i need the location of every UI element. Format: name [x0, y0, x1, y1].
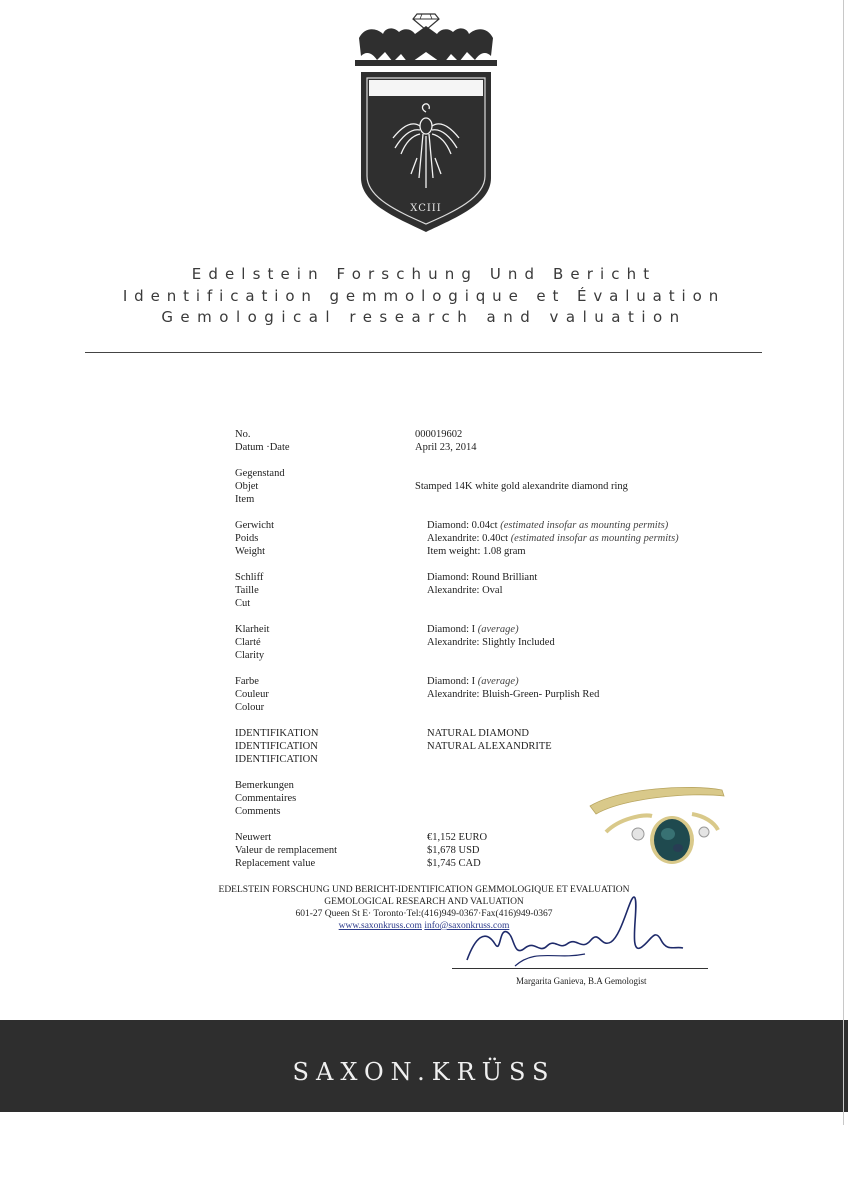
field-label: Taille: [235, 585, 259, 596]
field-identification: [235, 727, 755, 766]
crown-ornament: [355, 26, 497, 66]
heading-german: Edelstein Forschung Und Bericht: [191, 265, 657, 283]
field-label: Comments: [235, 806, 281, 817]
value-usd: $1,678 USD: [427, 845, 480, 856]
company-address: 601-27 Queen St E· Toronto·Tel:(416)949-0367·Fax(416)949-0367: [295, 909, 553, 919]
clarity-alexandrite: Alexandrite: Slightly Included: [427, 637, 555, 648]
field-label: Couleur: [235, 689, 269, 700]
field-label: IDENTIFICATION: [235, 754, 318, 765]
field-label: Commentaires: [235, 793, 297, 804]
field-label: Gegenstand: [235, 468, 285, 479]
field-label: IDENTIFICATION: [235, 741, 318, 752]
crest-numeral: XCIII: [410, 203, 442, 214]
field-label: Colour: [235, 702, 265, 713]
value-cad: $1,745 CAD: [427, 858, 481, 869]
field-label: Farbe: [235, 676, 259, 687]
header-divider: [85, 352, 762, 353]
heading-english: Gemological research and valuation: [161, 308, 687, 326]
field-label: No.: [235, 429, 251, 440]
clarity-diamond: Diamond: I (average): [427, 624, 519, 635]
field-label: Poids: [235, 533, 259, 544]
field-label: Weight: [235, 546, 266, 557]
company-info: [0, 884, 848, 932]
field-label: Bemerkungen: [235, 780, 294, 791]
field-colour: [235, 675, 755, 714]
heading-french: Identification gemmologique et Évaluation: [122, 287, 726, 305]
company-line-1: EDELSTEIN FORSCHUNG UND BERICHT-IDENTIFICATION GEMMOLOGIQUE ET EVALUATION: [218, 885, 630, 895]
field-label: Objet: [235, 481, 259, 492]
field-clarity: [235, 623, 755, 662]
company-line-2: GEMOLOGICAL RESEARCH AND VALUATION: [324, 897, 524, 907]
field-item: [235, 467, 755, 506]
field-label: Item: [235, 494, 255, 505]
field-label: Neuwert: [235, 832, 272, 843]
identification-diamond: NATURAL DIAMOND: [427, 728, 529, 739]
signature-line: [452, 968, 708, 969]
value-euro: €1,152 EURO: [427, 832, 488, 843]
certificate-number: 000019602: [415, 429, 463, 440]
field-label: Clarity: [235, 650, 265, 661]
colour-alexandrite: Alexandrite: Bluish-Green- Purplish Red: [427, 689, 600, 700]
ring-photo: [580, 778, 730, 878]
cut-diamond: Diamond: Round Brilliant: [427, 572, 538, 583]
website-link[interactable]: www.saxonkruss.com: [338, 921, 422, 931]
brand-name: SAXON.KRÜSS: [292, 1058, 556, 1086]
field-label: Valeur de remplacement: [235, 845, 338, 856]
weight-diamond: Diamond: 0.04ct (estimated insofar as mounting permits): [427, 520, 669, 531]
field-label: Cut: [235, 598, 251, 609]
cut-alexandrite: Alexandrite: Oval: [427, 585, 503, 596]
field-label: IDENTIFIKATION: [235, 728, 319, 739]
signer-name: Margarita Ganieva, B.A Gemologist: [516, 976, 647, 986]
field-label: Schliff: [235, 572, 264, 583]
field-label: Clarté: [235, 637, 261, 648]
email-link[interactable]: info@saxonkruss.com: [424, 921, 510, 931]
field-label: Datum ·Date: [235, 442, 290, 453]
colour-diamond: Diamond: I (average): [427, 676, 519, 687]
certificate-date: April 23, 2014: [415, 442, 477, 453]
page-edge: [843, 0, 844, 1125]
field-label: Replacement value: [235, 858, 316, 869]
field-weight: [235, 519, 755, 558]
signature: [455, 888, 695, 968]
identification-alexandrite: NATURAL ALEXANDRITE: [427, 741, 552, 752]
weight-item: Item weight: 1.08 gram: [427, 546, 526, 557]
field-number-date: [235, 428, 755, 454]
weight-alexandrite: Alexandrite: 0.40ct (estimated insofar as mounting permits): [427, 533, 679, 544]
item-description: Stamped 14K white gold alexandrite diamond ring: [415, 481, 628, 492]
crest-logo: [355, 8, 497, 236]
field-label: Gerwicht: [235, 520, 275, 531]
field-label: Klarheit: [235, 624, 270, 635]
field-cut: [235, 571, 755, 610]
